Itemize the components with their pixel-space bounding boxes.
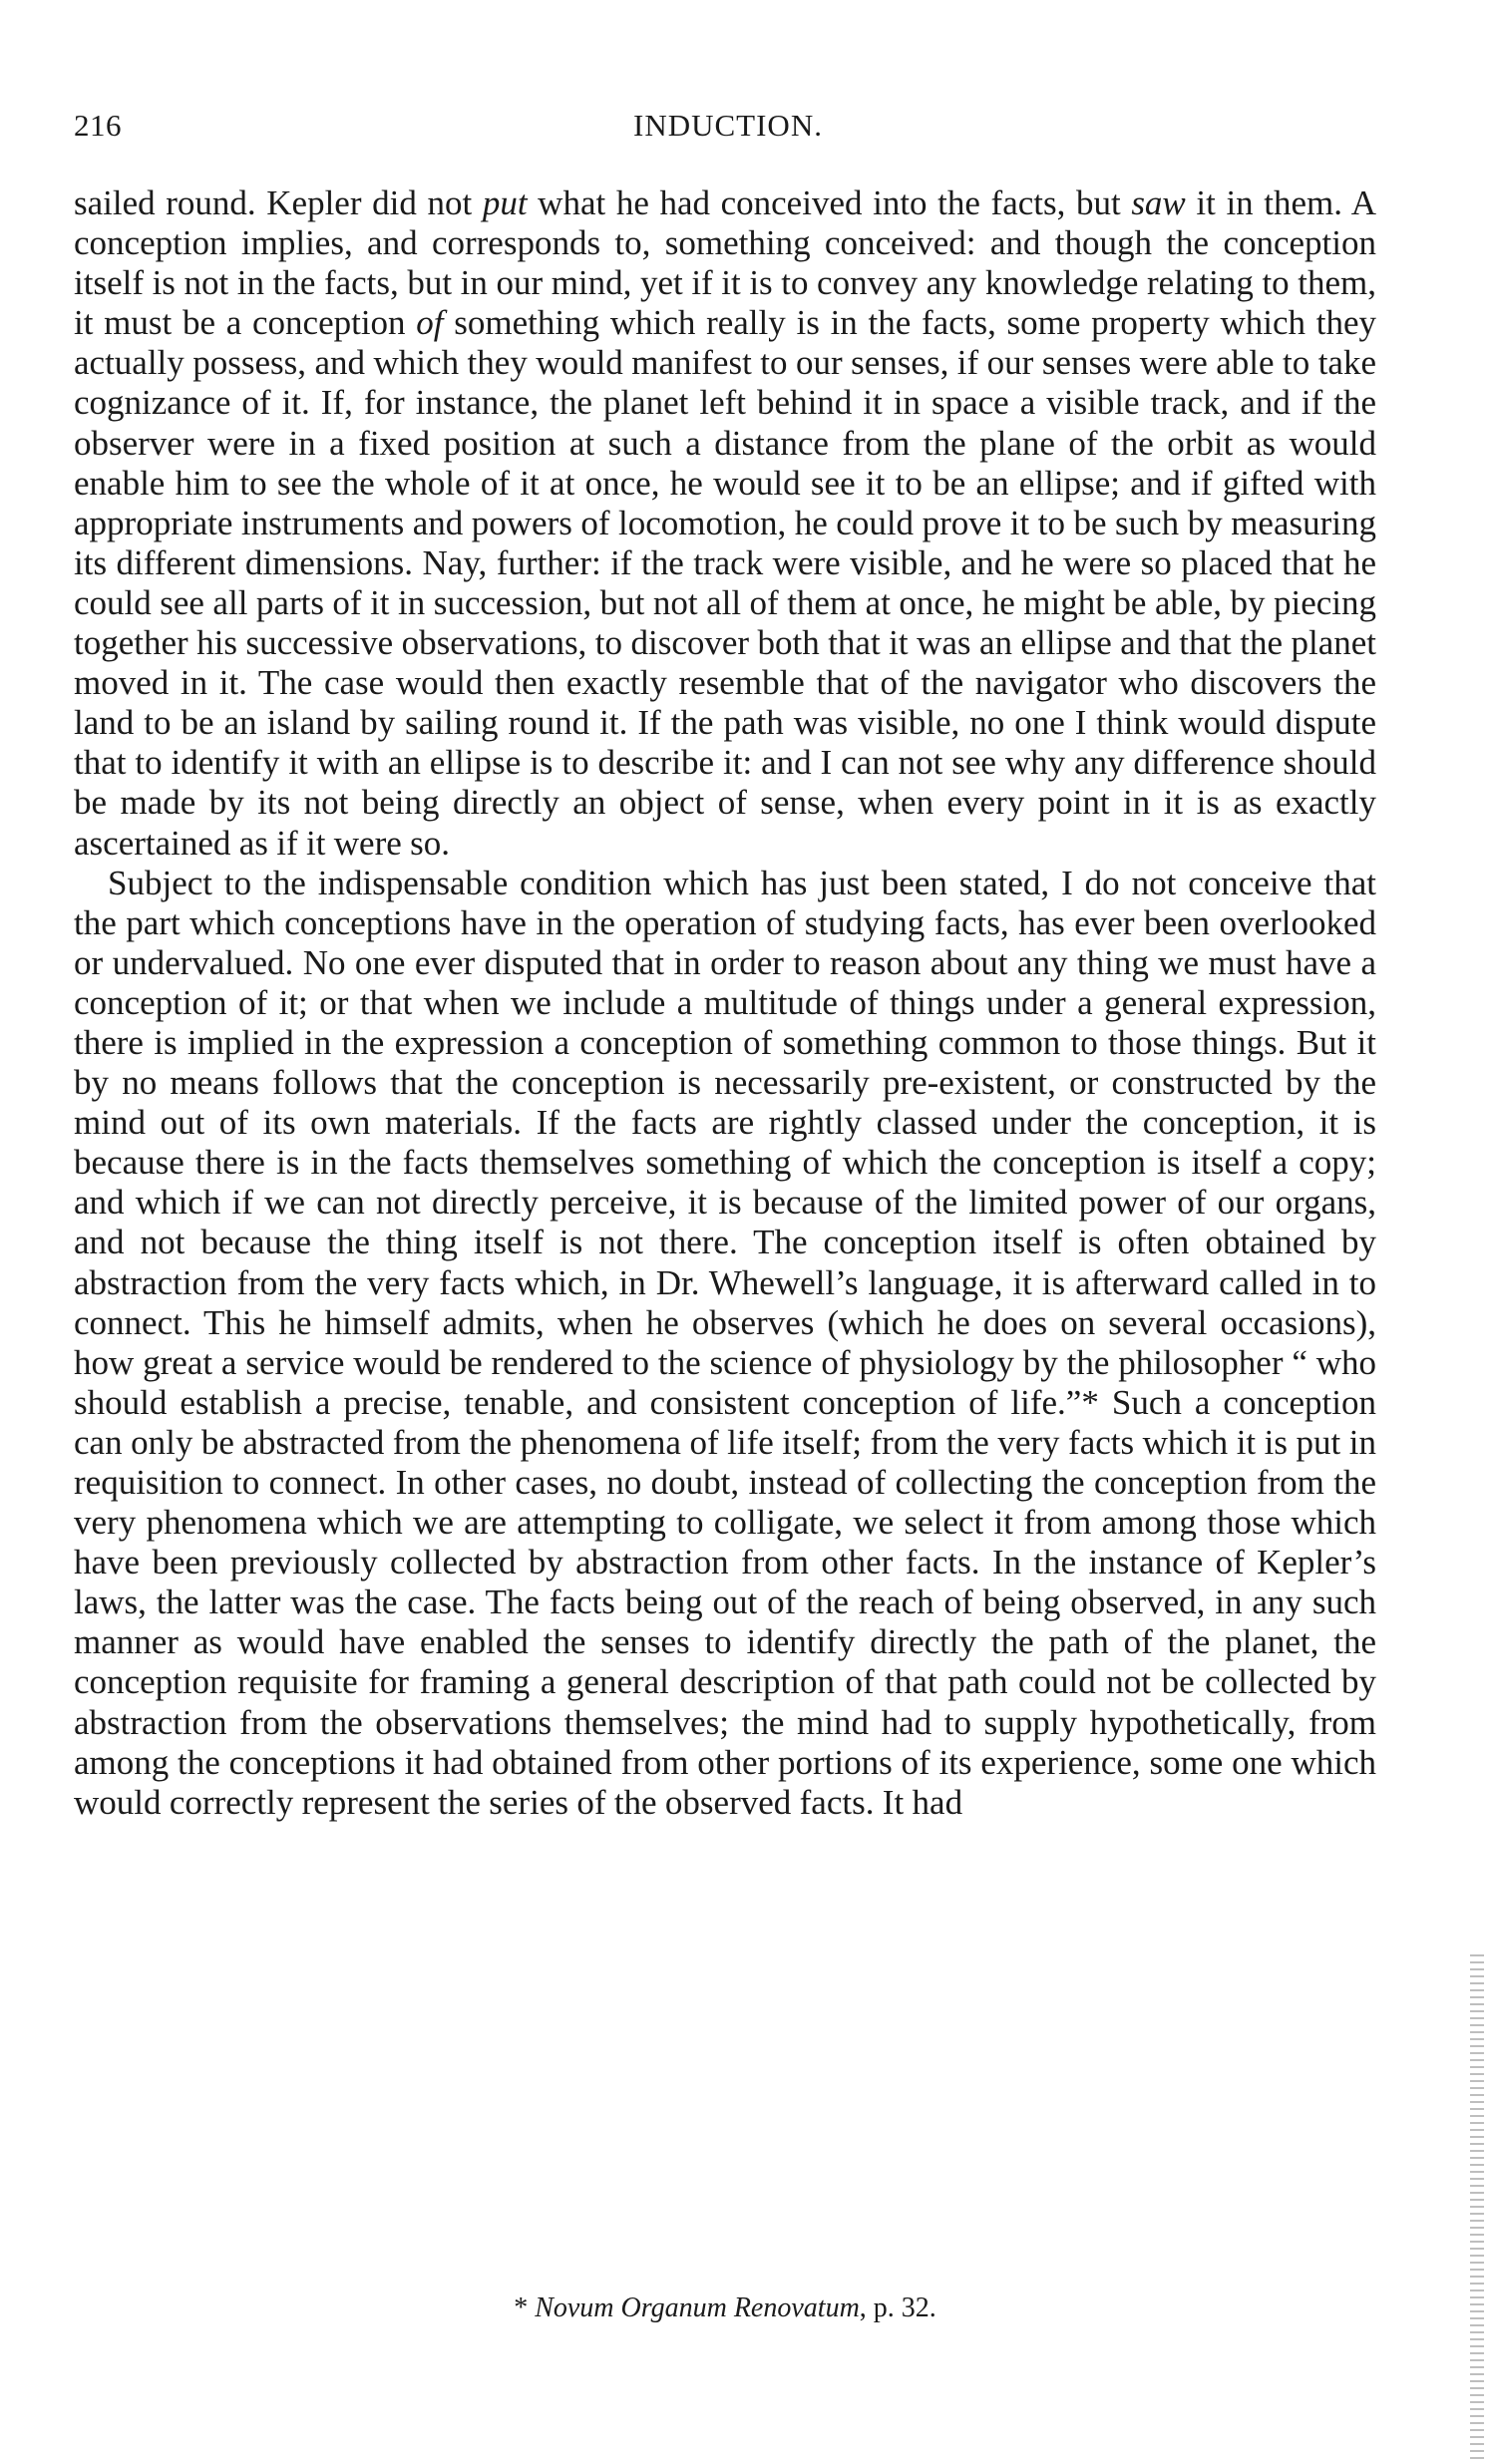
page-edge-mark bbox=[1470, 1954, 1484, 2463]
footnote-marker: * bbox=[514, 2292, 536, 2323]
italic-text: of bbox=[416, 303, 444, 343]
footnote-title: Novum Organum Renovatum bbox=[535, 2292, 860, 2323]
italic-text: saw bbox=[1131, 183, 1186, 222]
text-run: sailed round. Kepler did not bbox=[74, 183, 483, 222]
text-run: what he had conceived into the facts, but bbox=[527, 183, 1132, 222]
body-text bbox=[74, 183, 1376, 1823]
text-run: Subject to the indispensable condition which has just been stated, I do not conceive that the part which conceptions have in the operation of studying facts, has ever been overlooked or undervalued. No one ever disputed that in order to reason about any thing we must have a conception of it; or that when we include a multitude of things under a general expression, there is implied in the expression a conception of something common to those things. But it by no means follows that the conception is necessarily pre-existent, or constructed by the mind out of its own materials. If the facts are rightly classed under the conception, it is because there is in the facts themselves something of which the conception is itself a copy; and which if we can not directly perceive, it is because of the limited power of our organs, and not because the thing itself is not there. The conception itself is often obtained by abstraction from the very facts which, in Dr. Whewell’s language, it is afterward called in to connect. This he himself admits, when he observes (which he does on several occasions), how great a service would be rendered to the science of physiology by the philosopher “ who should establish a precise, tenable, and consistent conception of life.”* Such a conception can only be abstracted from the phenomena of life itself; from the very facts which it is put in requisition to connect. In other cases, no doubt, instead of collecting the conception from the very phenomena which we are attempting to colligate, we select it from among those which have been previously collected by abstraction from other facts. In the instance of Kepler’s laws, the latter was the case. The facts being out of the reach of being observed, in any such manner as would have enabled the senses to identify directly the path of the planet, the conception requisite for framing a general description of that path could not be collected by abstraction from the observations themselves; the mind had to supply hypothetically, from among the conceptions it had obtained from other portions of its experience, some one which would correctly represent the series of the observed facts. It had bbox=[74, 863, 1376, 1822]
footnote bbox=[74, 2292, 1376, 2324]
paragraph bbox=[74, 183, 1376, 864]
text-run: it in them. A conception implies, and corresponds to, something conceived: and though the conception itself is not in the facts, but in our mind, yet if it is to convey any knowledge relating to them, it must be a conception bbox=[74, 183, 1376, 343]
page-number: 216 bbox=[74, 108, 122, 143]
italic-text: put bbox=[482, 183, 528, 222]
text-run: something which really is in the facts, some property which they actually possess, and which they would manifest to our senses, if our senses were able to take cognizance of it. If, for instance, the planet left behind it in space a visible track, and if the observer were in a fixed position at such a distance from the plane of the orbit as would enable him to see the whole of it at once, he would see it to be an ellipse; and if gifted with appropriate instruments and powers of locomotion, he could prove it to be such by measuring its different dimensions. Nay, further: if the track were visible, and he were so placed that he could see all parts of it in succession, but not all of them at once, he might be able, by piecing together his successive observations, to discover both that it was an ellipse and that the planet moved in it. The case would then exactly resemble that of the navigator who discovers the land to be an island by sailing round it. If the path was visible, no one I think would dispute that to identify it with an ellipse is to describe it: and I can not see why any difference should be made by its not being directly an object of sense, when every point in it is as exactly ascertained as if it were so. bbox=[74, 303, 1376, 863]
paragraph bbox=[74, 864, 1376, 1823]
running-head bbox=[74, 108, 1382, 148]
footnote-suffix: , p. 32. bbox=[859, 2292, 936, 2323]
chapter-title: INDUCTION. bbox=[633, 108, 823, 143]
